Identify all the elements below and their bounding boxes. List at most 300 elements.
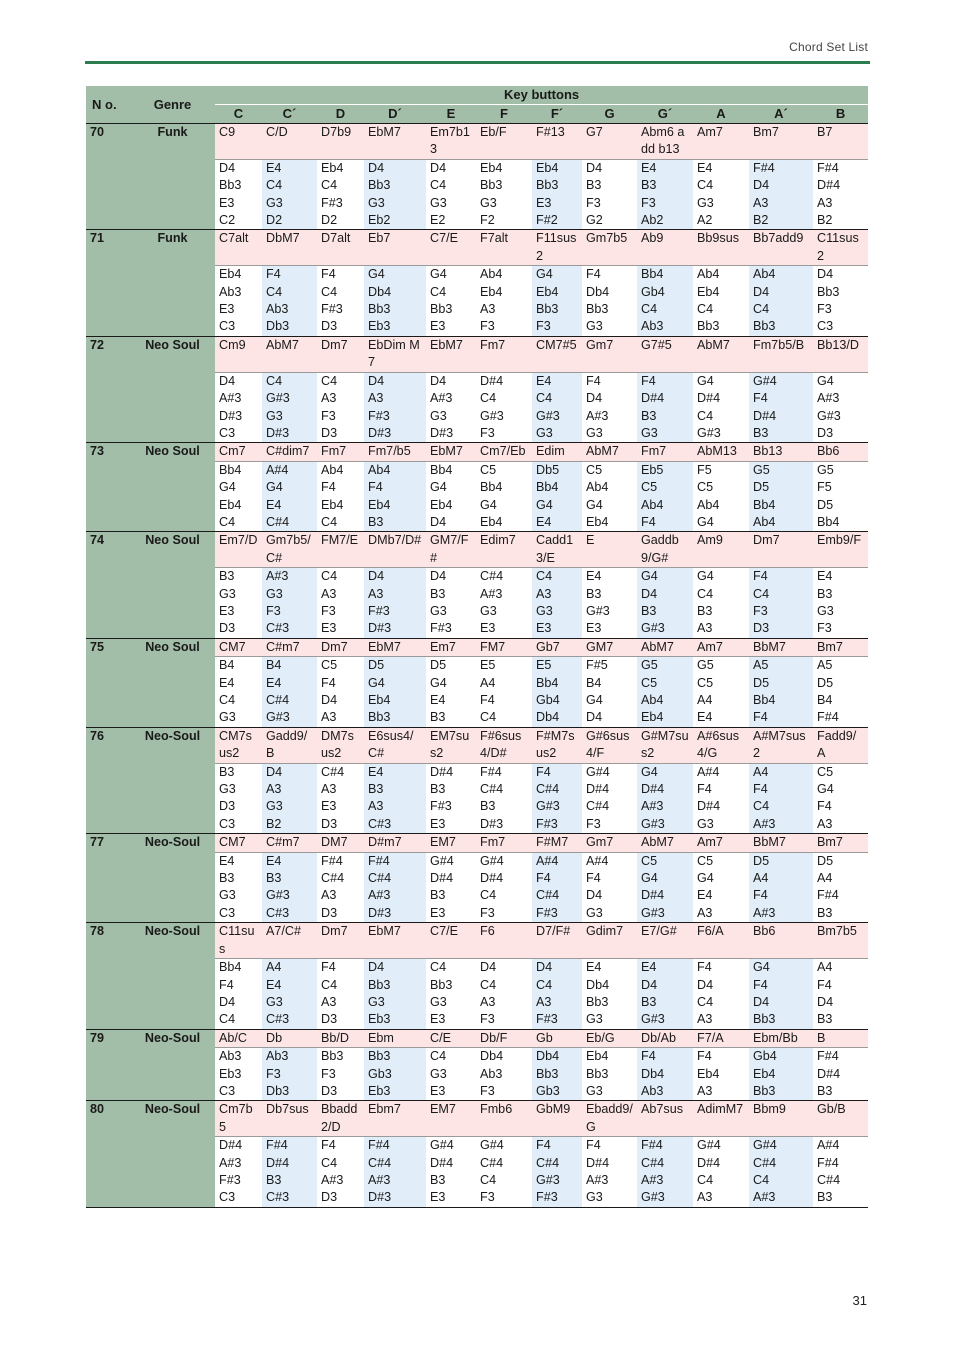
chord-notes-cell xyxy=(317,372,364,443)
chord-notes-cell xyxy=(532,959,582,1030)
chord-name-cell: Bbadd2/D xyxy=(317,1101,364,1137)
set-number: 79 xyxy=(86,1029,130,1101)
set-genre: Neo-Soul xyxy=(130,1029,215,1101)
chord-note: F#3 xyxy=(536,1012,558,1027)
chord-notes-cell xyxy=(426,372,476,443)
chord-notes-cell xyxy=(813,159,868,230)
chord-note: G3 xyxy=(430,408,447,423)
chord-note: D4 xyxy=(480,960,497,975)
chord-note: B3 xyxy=(368,782,384,797)
chord-note: D4 xyxy=(266,764,283,779)
chord-note: Gb4 xyxy=(753,1049,777,1064)
chord-note: D#4 xyxy=(697,391,721,406)
chord-note: A4 xyxy=(817,871,833,886)
chord-note: A3 xyxy=(536,994,552,1009)
chord-note: Eb4 xyxy=(753,1066,776,1081)
chord-note: D#3 xyxy=(368,1190,392,1205)
chord-note: F#3 xyxy=(321,302,343,317)
chord-note: C4 xyxy=(430,178,447,193)
chord-note: G3 xyxy=(219,710,236,725)
chord-note: C5 xyxy=(586,462,603,477)
chord-note: Eb4 xyxy=(536,284,559,299)
chord-notes-cell xyxy=(813,1048,868,1101)
key-header: D xyxy=(317,105,364,124)
chord-note: Gb4 xyxy=(641,284,665,299)
chord-notes-cell xyxy=(749,657,813,728)
chord-note: E3 xyxy=(430,905,446,920)
chord-note: A#3 xyxy=(753,1190,776,1205)
chord-note: G4 xyxy=(641,569,658,584)
chord-note: C4 xyxy=(321,373,338,388)
chord-note: B3 xyxy=(430,782,446,797)
chord-note: B2 xyxy=(266,816,282,831)
chord-name-cell: Fadd9/A xyxy=(813,727,868,763)
chord-note: F#4 xyxy=(321,853,343,868)
chord-notes-cell xyxy=(215,568,262,639)
chord-note: G3 xyxy=(266,994,283,1009)
chord-note: E3 xyxy=(430,319,446,334)
chord-name-cell: F#M7sus2 xyxy=(532,727,582,763)
chord-note: E4 xyxy=(266,977,282,992)
chord-note: E4 xyxy=(586,960,602,975)
chord-note: C4 xyxy=(430,1049,447,1064)
chord-note: F4 xyxy=(817,977,832,992)
chord-note: F3 xyxy=(586,816,601,831)
chord-note: D#4 xyxy=(753,408,777,423)
chord-note: Db4 xyxy=(536,1049,560,1064)
chord-note: F3 xyxy=(321,603,336,618)
chord-note: D5 xyxy=(753,675,770,690)
chord-name-cell: CM7 xyxy=(215,834,262,852)
chord-note: A#3 xyxy=(321,1172,344,1187)
set-number: 73 xyxy=(86,443,130,532)
chord-note: D4 xyxy=(586,888,603,903)
chord-name-cell: Bm7 xyxy=(749,124,813,160)
chord-name-cell: D#m7 xyxy=(364,834,426,852)
chord-name-cell: Am7 xyxy=(693,834,749,852)
set-number: 78 xyxy=(86,923,130,1029)
set-genre: Funk xyxy=(130,124,215,230)
chord-note: F#4 xyxy=(817,710,839,725)
chord-note: C4 xyxy=(480,977,497,992)
chord-note: A3 xyxy=(321,710,337,725)
chord-notes-cell xyxy=(693,461,749,532)
chord-note: B3 xyxy=(480,799,496,814)
chord-notes-cell xyxy=(582,657,637,728)
chord-row xyxy=(86,336,868,372)
chord-notes-cell xyxy=(317,657,364,728)
chord-name-cell: Ab/C xyxy=(215,1029,262,1047)
chord-notes-cell xyxy=(693,372,749,443)
chord-note: C4 xyxy=(480,1172,497,1187)
chord-note: C3 xyxy=(817,319,834,334)
chord-note: D#3 xyxy=(368,425,392,440)
chord-note: F#3 xyxy=(321,195,343,210)
chord-note: D3 xyxy=(817,425,834,440)
chord-note: Ab4 xyxy=(586,480,609,495)
chord-notes-cell xyxy=(215,266,262,337)
chord-note: F4 xyxy=(641,373,656,388)
chord-name-cell: E6sus4/C# xyxy=(364,727,426,763)
chord-note: G3 xyxy=(586,425,603,440)
chord-note: Db4 xyxy=(586,284,610,299)
chord-note: E3 xyxy=(430,1190,446,1205)
chord-name-cell: DbM7 xyxy=(262,230,317,266)
chord-notes-cell xyxy=(364,1137,426,1208)
chord-notes-cell xyxy=(426,159,476,230)
chord-note: G#3 xyxy=(266,888,290,903)
chord-note: E3 xyxy=(536,621,552,636)
chord-note: Eb4 xyxy=(641,710,664,725)
chord-note: B3 xyxy=(817,1083,833,1098)
chord-notes-cell xyxy=(532,657,582,728)
chord-note: F4 xyxy=(219,977,234,992)
chord-notes-cell xyxy=(426,763,476,834)
chord-notes-cell xyxy=(749,763,813,834)
key-header: F xyxy=(476,105,532,124)
chord-note: D4 xyxy=(219,373,236,388)
chord-name-cell: EM7 xyxy=(426,834,476,852)
chord-note: D#3 xyxy=(266,425,290,440)
chord-note: A#4 xyxy=(586,853,609,868)
chord-note: G4 xyxy=(753,960,770,975)
chord-note: A#3 xyxy=(430,391,453,406)
chord-note: G3 xyxy=(430,603,447,618)
chord-name-cell: Db xyxy=(262,1029,317,1047)
chord-notes-cell xyxy=(476,266,532,337)
chord-notes-cell xyxy=(582,372,637,443)
chord-note: B3 xyxy=(753,425,769,440)
chord-note: Db4 xyxy=(368,284,392,299)
chord-note: Bb3 xyxy=(817,284,840,299)
chord-note: G#4 xyxy=(753,1138,777,1153)
chord-note: D3 xyxy=(753,621,770,636)
chord-note: A3 xyxy=(321,994,337,1009)
chord-note: G#4 xyxy=(697,1138,721,1153)
key-header: C´ xyxy=(262,105,317,124)
chord-note: G#3 xyxy=(641,816,665,831)
chord-note: B3 xyxy=(641,408,657,423)
chord-notes-cell xyxy=(693,657,749,728)
column-header-genre: Genre xyxy=(130,86,215,124)
chord-note: G3 xyxy=(480,603,497,618)
chord-note: C#3 xyxy=(266,621,290,636)
chord-notes-cell xyxy=(693,568,749,639)
chord-note: B3 xyxy=(219,569,235,584)
chord-note: G4 xyxy=(368,675,385,690)
chord-note: G4 xyxy=(480,497,497,512)
chord-notes-cell xyxy=(749,159,813,230)
chord-notes-cell xyxy=(637,159,693,230)
chord-note: D#4 xyxy=(641,391,665,406)
chord-note: F3 xyxy=(480,1012,495,1027)
chord-notes-cell xyxy=(476,568,532,639)
chord-notes-cell xyxy=(693,1137,749,1208)
chord-note: C4 xyxy=(697,586,714,601)
chord-note: C3 xyxy=(219,319,236,334)
chord-note: Ab4 xyxy=(753,514,776,529)
chord-note: Ab3 xyxy=(641,1083,664,1098)
chord-note: D#3 xyxy=(480,816,504,831)
chord-name-cell: Eb/G xyxy=(582,1029,637,1047)
chord-note: G5 xyxy=(817,462,834,477)
set-genre: Funk xyxy=(130,230,215,336)
chord-note: D4 xyxy=(321,693,338,707)
chord-note: C2 xyxy=(219,213,236,228)
chord-name-cell: Bm7 xyxy=(813,834,868,852)
chord-note: Ab4 xyxy=(368,462,391,477)
chord-note: A#3 xyxy=(753,905,776,920)
chord-note: E3 xyxy=(586,621,602,636)
chord-notes-cell xyxy=(317,1137,364,1208)
chord-name-cell: Eb7 xyxy=(364,230,426,266)
chord-note: F4 xyxy=(697,1049,712,1064)
chord-name-cell: C#dim7 xyxy=(262,443,317,461)
chord-note: E4 xyxy=(266,160,282,175)
chord-note: Bb3 xyxy=(368,302,391,317)
header-divider xyxy=(85,61,870,64)
chord-name-cell: G#M7sus2 xyxy=(637,727,693,763)
chord-notes-cell xyxy=(637,1137,693,1208)
chord-note: G4 xyxy=(430,675,447,690)
chord-notes-cell xyxy=(364,763,426,834)
chord-row xyxy=(86,1029,868,1047)
chord-name-cell: Db7sus xyxy=(262,1101,317,1137)
chord-name-cell: AdimM7 xyxy=(693,1101,749,1137)
chord-name-cell: DM7sus2 xyxy=(317,727,364,763)
chord-note: G4 xyxy=(817,373,834,388)
chord-note: Ab4 xyxy=(480,267,503,282)
chord-note: G3 xyxy=(219,586,236,601)
chord-note: C#4 xyxy=(586,799,610,814)
chord-note: G#3 xyxy=(586,603,610,618)
chord-note: C#3 xyxy=(266,1012,290,1027)
chord-note: Ab3 xyxy=(219,1049,242,1064)
chord-notes-cell xyxy=(426,1048,476,1101)
chord-note: A2 xyxy=(697,213,713,228)
chord-name-cell: F#13 xyxy=(532,124,582,160)
chord-notes-cell xyxy=(532,1137,582,1208)
key-header: E xyxy=(426,105,476,124)
chord-notes-cell xyxy=(813,266,868,337)
chord-notes-cell xyxy=(813,1137,868,1208)
chord-note: D3 xyxy=(219,621,236,636)
chord-note: A3 xyxy=(753,195,769,210)
chord-note: C4 xyxy=(641,302,658,317)
chord-note: Bb3 xyxy=(753,1083,776,1098)
chord-name-cell: EbDim M7 xyxy=(364,336,426,372)
chord-note: D5 xyxy=(430,658,447,673)
chord-notes-cell xyxy=(693,266,749,337)
chord-note: E4 xyxy=(586,569,602,584)
chord-notes-cell xyxy=(693,852,749,923)
chord-note: C#4 xyxy=(480,569,504,584)
chord-note: B3 xyxy=(266,871,282,886)
chord-notes-cell xyxy=(262,852,317,923)
chord-note: E4 xyxy=(641,960,657,975)
chord-note: F#4 xyxy=(817,1155,839,1170)
chord-note: D5 xyxy=(817,675,834,690)
chord-note: Eb4 xyxy=(480,160,503,175)
chord-note: E3 xyxy=(321,799,337,814)
chord-note: G4 xyxy=(697,569,714,584)
chord-note: B3 xyxy=(586,586,602,601)
chord-note: B3 xyxy=(430,586,446,601)
chord-notes-cell xyxy=(262,959,317,1030)
chord-note: E4 xyxy=(368,764,384,779)
chord-notes-cell xyxy=(532,1048,582,1101)
set-number: 71 xyxy=(86,230,130,336)
chord-name-cell: Am7 xyxy=(693,638,749,656)
chord-name-cell: BbM7 xyxy=(749,638,813,656)
chord-note: G5 xyxy=(641,658,658,673)
chord-note: F#3 xyxy=(536,1190,558,1205)
chord-note: E3 xyxy=(536,195,552,210)
chord-name-cell: CM7sus2 xyxy=(215,727,262,763)
chord-note: G3 xyxy=(430,195,447,210)
chord-note: Bb4 xyxy=(219,462,242,477)
chord-note: Bb3 xyxy=(430,977,453,992)
chord-note: B3 xyxy=(430,1172,446,1187)
chord-note: Eb4 xyxy=(480,284,503,299)
chord-note: Eb4 xyxy=(586,514,609,529)
chord-note: E3 xyxy=(219,603,235,618)
chord-note: C#4 xyxy=(266,693,290,707)
chord-note: F4 xyxy=(753,569,768,584)
chord-note: A#4 xyxy=(697,764,720,779)
chord-note: F4 xyxy=(480,693,495,707)
chord-note: G#4 xyxy=(753,373,777,388)
chord-name-cell: Ab7sus xyxy=(637,1101,693,1137)
chord-note: G#3 xyxy=(536,408,560,423)
chord-note: C4 xyxy=(697,1172,714,1187)
chord-note: D#4 xyxy=(817,178,841,193)
chord-notes-cell xyxy=(637,568,693,639)
chord-note: E5 xyxy=(480,658,496,673)
chord-name-cell: Gb xyxy=(532,1029,582,1047)
chord-note: A#3 xyxy=(368,888,391,903)
chord-note: G3 xyxy=(430,994,447,1009)
chord-notes-cell xyxy=(813,461,868,532)
key-header: G´ xyxy=(637,105,693,124)
chord-name-cell: Dm7 xyxy=(749,532,813,568)
chord-name-cell: Gm7b5/C# xyxy=(262,532,317,568)
chord-notes-cell xyxy=(476,461,532,532)
chord-note: F3 xyxy=(266,1066,281,1081)
chord-note: A3 xyxy=(697,1012,713,1027)
chord-note: C5 xyxy=(697,675,714,690)
chord-note: C5 xyxy=(641,853,658,868)
chord-note: Ab4 xyxy=(641,497,664,512)
chord-name-cell: EM7 xyxy=(426,1101,476,1137)
chord-set-table xyxy=(86,86,868,1208)
chord-note: D#4 xyxy=(266,1155,290,1170)
chord-note: F#3 xyxy=(368,408,390,423)
chord-name-cell: E7/G# xyxy=(637,923,693,959)
chord-note: D#3 xyxy=(430,425,454,440)
chord-note: G4 xyxy=(817,782,834,797)
chord-notes-cell xyxy=(693,763,749,834)
chord-note: D4 xyxy=(817,267,834,282)
chord-note: F4 xyxy=(753,782,768,797)
chord-note: D#3 xyxy=(219,408,243,423)
chord-notes-cell xyxy=(426,657,476,728)
chord-name-cell: Cm7 xyxy=(215,443,262,461)
key-header: F´ xyxy=(532,105,582,124)
chord-note: Eb3 xyxy=(368,319,391,334)
chord-note: G3 xyxy=(368,195,385,210)
chord-notes-cell xyxy=(813,852,868,923)
chord-name-cell: Db/F xyxy=(476,1029,532,1047)
chord-note: B4 xyxy=(266,658,282,673)
chord-note: E4 xyxy=(697,160,713,175)
chord-note: E4 xyxy=(430,693,446,707)
chord-note: G3 xyxy=(430,1066,447,1081)
chord-notes-cell xyxy=(262,372,317,443)
chord-note: Gb3 xyxy=(536,1083,560,1098)
chord-note: Db4 xyxy=(641,1066,665,1081)
chord-name-cell: Gaddb9/G# xyxy=(637,532,693,568)
chord-note: G3 xyxy=(641,425,658,440)
chord-note: A3 xyxy=(697,905,713,920)
chord-note: A4 xyxy=(697,693,713,707)
chord-name-cell: CM7#5 xyxy=(532,336,582,372)
chord-note: D4 xyxy=(817,994,834,1009)
chord-notes-cell xyxy=(364,266,426,337)
chord-note: A3 xyxy=(480,994,496,1009)
chord-notes-cell xyxy=(262,1048,317,1101)
chord-note: F3 xyxy=(321,1066,336,1081)
chord-notes-cell xyxy=(476,1048,532,1101)
chord-note: G3 xyxy=(586,1012,603,1027)
chord-note: G3 xyxy=(219,888,236,903)
chord-row xyxy=(86,727,868,763)
chord-note: C#3 xyxy=(266,1190,290,1205)
chord-note: C5 xyxy=(697,480,714,495)
set-number: 75 xyxy=(86,638,130,727)
chord-name-cell: Edim xyxy=(532,443,582,461)
chord-note: D4 xyxy=(219,160,236,175)
chord-notes-cell xyxy=(317,959,364,1030)
chord-note: D4 xyxy=(368,160,385,175)
chord-note: E4 xyxy=(697,888,713,903)
chord-note: C4 xyxy=(266,284,283,299)
chord-name-cell: EbM7 xyxy=(426,336,476,372)
chord-name-cell: Bm7b5 xyxy=(813,923,868,959)
chord-notes-cell xyxy=(317,568,364,639)
chord-note: D#4 xyxy=(480,871,504,886)
chord-notes-cell xyxy=(364,372,426,443)
chord-name-cell: Ebm xyxy=(364,1029,426,1047)
chord-notes-cell xyxy=(637,959,693,1030)
chord-name-cell: C9 xyxy=(215,124,262,160)
chord-name-cell: F11sus2 xyxy=(532,230,582,266)
chord-note: D3 xyxy=(321,425,338,440)
chord-name-cell: G#6sus4/F xyxy=(582,727,637,763)
chord-notes-cell xyxy=(317,266,364,337)
chord-name-cell: C/E xyxy=(426,1029,476,1047)
chord-note: D#4 xyxy=(219,1138,243,1153)
chord-note: D#4 xyxy=(430,764,454,779)
chord-note: Bb3 xyxy=(536,1066,559,1081)
chord-name-cell: Bb13/D xyxy=(813,336,868,372)
chord-name-cell: C/D xyxy=(262,124,317,160)
chord-note: A4 xyxy=(266,960,282,975)
chord-note: C4 xyxy=(321,977,338,992)
page-header-title: Chord Set List xyxy=(789,40,868,54)
chord-name-cell: Gb7 xyxy=(532,638,582,656)
chord-name-cell: GM7 xyxy=(582,638,637,656)
